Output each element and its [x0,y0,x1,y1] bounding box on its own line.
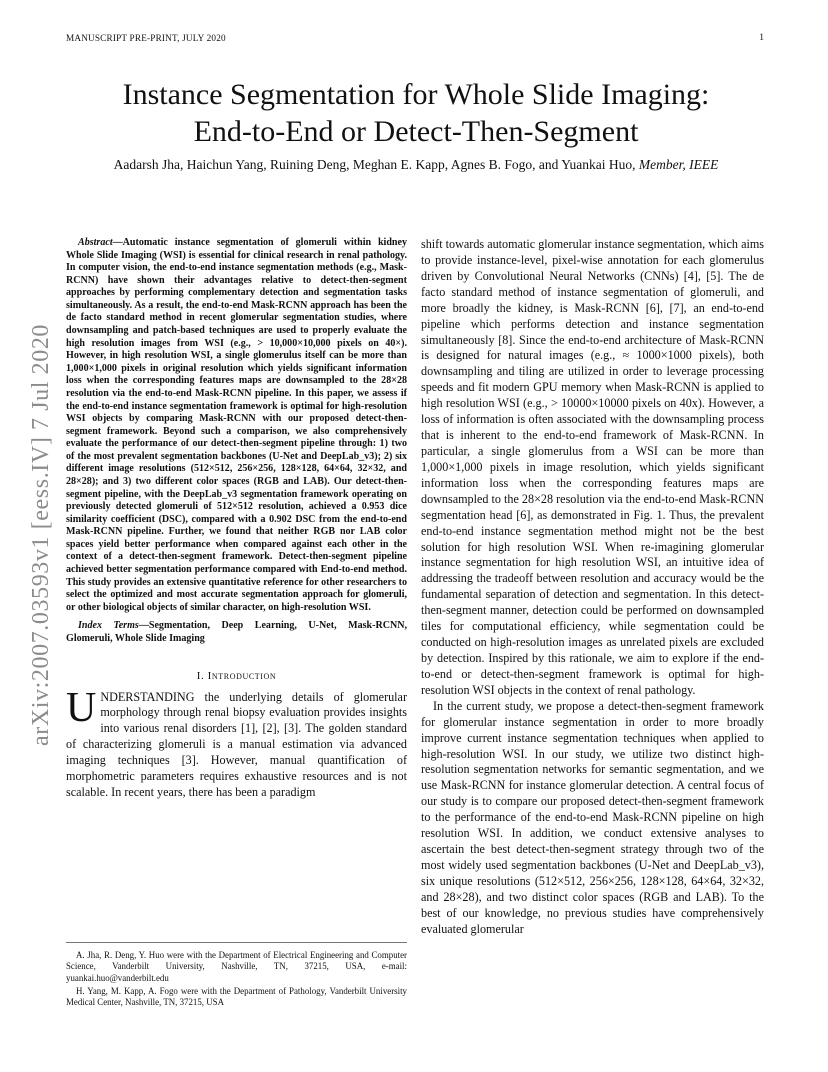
intro-paragraph [66,684,407,802]
dropcap-letter: U [66,684,97,731]
section-heading [66,670,407,682]
left-column [66,237,407,801]
index-terms [66,620,407,645]
abstract [66,237,407,614]
abstract-label: Abstract [78,237,113,248]
paper-title [66,76,766,150]
title-line-1: Instance Segmentation for Whole Slide Imaging: [122,78,710,111]
footnote-affiliation-1: A. Jha, R. Deng, Y. Huo were with the Department of Electrical Engineering and Computer Science, Vanderbilt University, Nashville, TN, 37215, USA, e-mail: yuankai.huo@vanderbilt.edu [66,950,407,983]
section-number: I. [196,669,205,682]
authors-membership: Member, IEEE [638,157,719,172]
authors-names: Aadarsh Jha, Haichun Yang, Ruining Deng, Meghan E. Kapp, Agnes B. Fogo, and Yuankai Huo, [113,157,636,172]
page-number: 1 [759,33,764,43]
current-study-paragraph: In the current study, we propose a detect-then-segment framework for glomerular instance segmentation in order to more broadly improve current instance segmentation techniques when applied to high-resolution WSI. In our study, we utilize two distinct high-resolution segmentation networks for semantic segmentation, and we use Mask-RCNN for instance glomerular detection. A central focus of our study is to compare our proposed detect-then-segment framework to the performance of the end-to-end Mask-RCNN pipeline on high resolution WSI. In addition, we conduct extensive analyses to ascertain the best detect-then-segment strategy through two of the most widely used segmentation backbones (U-Net and DeepLab_v3), six unique resolutions (512×512, 256×256, 128×128, 64×64, 32×32, and 28×28), and two distinct color spaces (RGB and LAB). To the best of our knowledge, no previous studies have comprehensively evaluated glomerular [421,698,764,936]
arxiv-identifier: arXiv:2007.03593v1 [eess.IV] 7 Jul 2020 [28,323,54,746]
footnote-affiliation-2: H. Yang, M. Kapp, A. Fogo were with the Department of Pathology, Vanderbilt University Medical Center, Nashville, TN, 37215, USA [66,985,407,1008]
author-list [66,157,766,173]
section-title: Introduction [207,669,277,682]
running-head: MANUSCRIPT PRE-PRINT, JULY 2020 [66,33,226,43]
abstract-text: —Automatic instance segmentation of glomeruli within kidney Whole Slide Imaging (WSI) is essential for clinical research in renal pathology. In computer vision, the end-to-end instance segmentation methods (e.g., Mask-RCNN) have shown their advantages relative to detect-then-segment approaches by performing complementary detection and segmentation tasks simultaneously. As a result, the end-to-end Mask-RCNN approach has been the de facto standard method in recent glomerular segmentation studies, where downsampling and patch-based techniques are used to properly evaluate the high resolution images from WSI (e.g., > 10,000×10,000 pixels on 40×). However, in high resolution WSI, a single glomerulus itself can be more than 1,000×1,000 pixels in original resolution which yields significant information loss when the corresponding features maps are downsampled to the 28×28 resolution via the end-to-end Mask-RCNN pipeline. In this paper, we assess if the end-to-end instance segmentation framework is optimal for high-resolution WSI objects by comparing Mask-RCNN with our proposed detect-then-segment framework. Beyond such a comparison, we also comprehensively evaluate the performance of our detect-then-segment pipeline through: 1) two of the most prevalent segmentation backbones (U-Net and DeepLab_v3); 2) six different image resolutions (512×512, 256×256, 128×128, 64×64, 32×32, and 28×28); and 3) two different color spaces (RGB and LAB). Our detect-then-segment pipeline, with the DeepLab_v3 segmentation framework operating on previously detected glomeruli of 512×512 resolution, achieved a 0.953 dice similarity coefficient (DSC), compared with a 0.902 DSC from the end-to-end Mask-RCNN pipeline. Further, we found that neither RGB nor LAB color spaces yield better performance when compared against each other in the context of a detect-then-segment framework. Detect-then-segment pipeline achieved better segmentation performance compared with End-to-end method. This study provides an extensive quantitative reference for other researchers to select the optimized and most accurate segmentation approach for glomeruli, or other biological objects of similar character, on high-resolution WSI. [66,237,407,613]
index-terms-label: Index Terms [78,620,139,632]
index-terms-text: —Segmentation, Deep Learning, U-Net, Mask-RCNN, Glomeruli, Whole Slide Imaging [66,620,407,644]
right-column [421,237,764,938]
intro-first-word: NDERSTANDING [100,689,195,704]
title-line-2: End-to-End or Detect-Then-Segment [193,115,639,148]
intro-continued-paragraph: shift towards automatic glomerular instance segmentation, which aims to provide instance-level, pixel-wise annotation for each glomerulus driven by Convolutional Neural Networks (CNNs) [4], [5]. The de facto standard method of instance segmentation of glomeruli, and more broadly the kidney, is Mask-RCNN [6], [7], an end-to-end pipeline which performs detection and instance segmentation simultaneously [8]. Since the end-to-end architecture of Mask-RCNN is designed for natural images (e.g., ≈ 1000×1000 pixels), both downsampling and tiling are utilized in order to leverage processing speeds and fit modern GPU memory when Mask-RCNN is applied to high resolution WSI (e.g., > 10000×10000 pixels on 40x). However, a loss of information is often associated with the downsampling process that is inherent to the end-to-end framework of Mask-RCNN. In particular, a single glomerulus from a WSI can be more than 1,000×1,000 pixels in image resolution, which yields significant information loss when the corresponding features maps are downsampled to the 28×28 resolution via the end-to-end Mask-RCNN segmentation head [6], as demonstrated in Fig. 1. Thus, the prevalent end-to-end instance segmentation method might not be the best solution for high resolution WSI. When re-imagining glomerular instance segmentation for high resolution WSI, an intuitive idea of addressing the tradeoff between resolution and accuracy would be the fundamental separation of detection and segmentation. In this detect-then-segment manner, detection could be performed on downsampled tiles for computational efficiency, while segmentation could be conducted on high-resolution images as unrelated pixels are excluded by detection. Inspired by this rationale, we aim to explore if the end-to-end or detect-then-segment framework is optimal for high-resolution WSI objects in the context of renal pathology. [421,237,764,697]
footnote-divider [66,942,407,943]
intro-text: the underlying details of glomerular morphology through renal biopsy evaluation provides insights into various renal disorders [1], [2], [3]. The golden standard of characterizing glomeruli is a manual estimation via advanced imaging techniques [3]. However, manual quantification of morphometric parameters requires exhaustive resources and is not scalable. In recent years, there has been a paradigm [66,689,407,800]
footnotes [66,950,407,1010]
